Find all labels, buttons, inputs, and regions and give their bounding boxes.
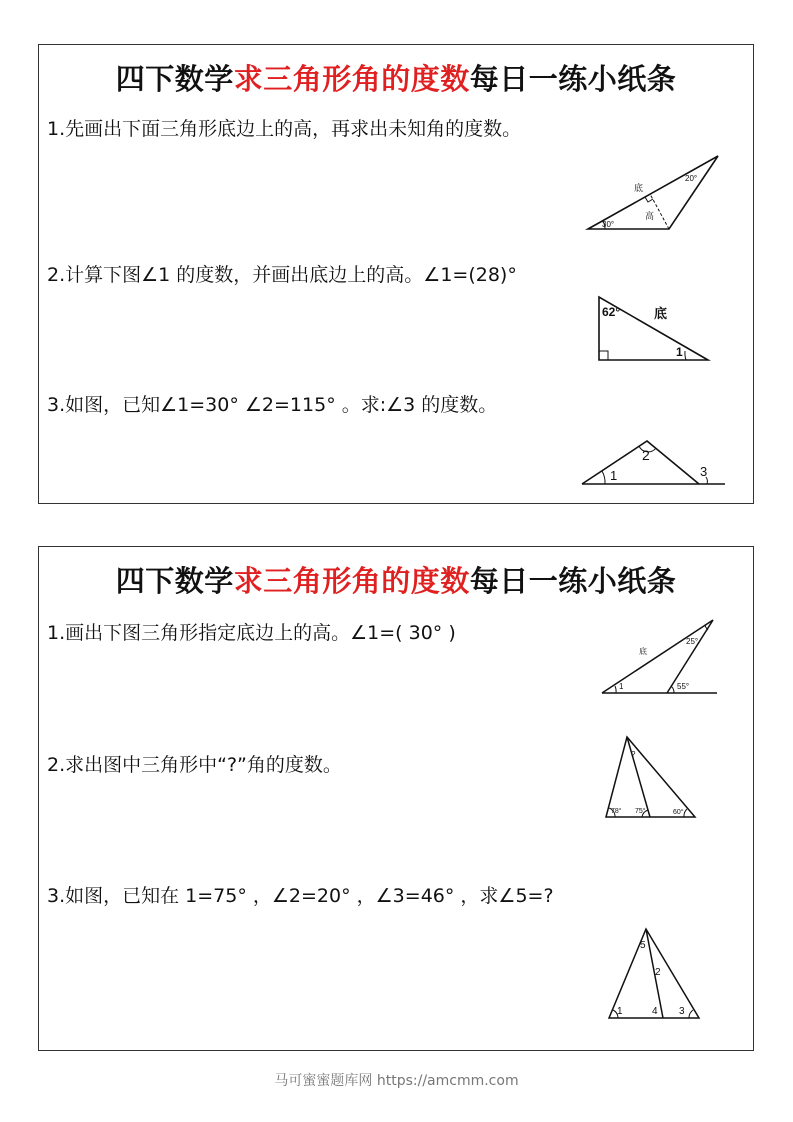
title-prefix: 四下数学 (115, 62, 234, 96)
question-3: 3.如图，已知在 1=75° ，∠2=20° ，∠3=46° ，求∠5=? (47, 885, 554, 907)
label-base: 底 (634, 183, 644, 193)
label-angle-unknown: ? (631, 750, 636, 759)
label-angle-30: 30° (602, 220, 615, 229)
card-title (39, 559, 753, 600)
card-title (39, 57, 753, 98)
label-angle-25: 25° (686, 637, 699, 646)
question-1: 1.画出下图三角形指定底边上的高。∠1=( 30° ) (47, 622, 456, 644)
worksheet-card-2 (38, 546, 754, 1051)
title-suffix: 每日一练小纸条 (469, 62, 677, 96)
label-angle-3: 3 (700, 464, 708, 479)
figure-q3-triangle (579, 435, 729, 490)
label-angle-1: 1 (617, 1006, 623, 1017)
title-highlight: 求三角形角的度数 (233, 62, 470, 96)
label-angle-55: 55° (677, 682, 690, 691)
label-angle-2: 2 (655, 967, 661, 978)
worksheet-card-1 (38, 44, 754, 504)
question-2: 2.求出图中三角形中“?”角的度数。 (47, 754, 342, 776)
label-angle-1: 1 (619, 682, 624, 691)
question-2: 2.计算下图∠1 的度数，并画出底边上的高。∠1=(28)° (47, 264, 517, 286)
label-angle-62: 62° (602, 305, 621, 319)
title-suffix: 每日一练小纸条 (469, 564, 677, 598)
label-base: 底 (654, 306, 668, 321)
label-angle-3: 3 (679, 1006, 685, 1017)
title-prefix: 四下数学 (115, 564, 234, 598)
label-angle-5: 5 (640, 940, 646, 951)
figure-q2-right-triangle (596, 294, 712, 364)
label-base: 底 (639, 647, 647, 656)
label-angle-1: 1 (610, 468, 618, 483)
label-angle-78: 78° (611, 808, 622, 815)
figure-q3-triangles (605, 925, 703, 1023)
label-angle-1: 1 (676, 345, 683, 359)
question-3: 3.如图，已知∠1=30° ∠2=115° 。求:∠3 的度数。 (47, 394, 498, 416)
figure-q2-triangles (603, 733, 699, 821)
question-1: 1.先画出下面三角形底边上的高，再求出未知角的度数。 (47, 118, 522, 140)
title-highlight: 求三角形角的度数 (233, 564, 470, 598)
label-height: 高 (645, 211, 655, 221)
label-angle-75: 75° (635, 808, 646, 815)
footer-watermark: 马可蜜蜜题库网 https://amcmm.com (274, 1073, 519, 1089)
figure-q1-triangle (585, 153, 725, 233)
label-angle-4: 4 (652, 1006, 658, 1017)
label-angle-20: 20° (685, 174, 698, 183)
label-angle-60: 60° (673, 809, 684, 816)
label-angle-2: 2 (642, 447, 650, 463)
figure-q1-triangle (599, 617, 721, 697)
